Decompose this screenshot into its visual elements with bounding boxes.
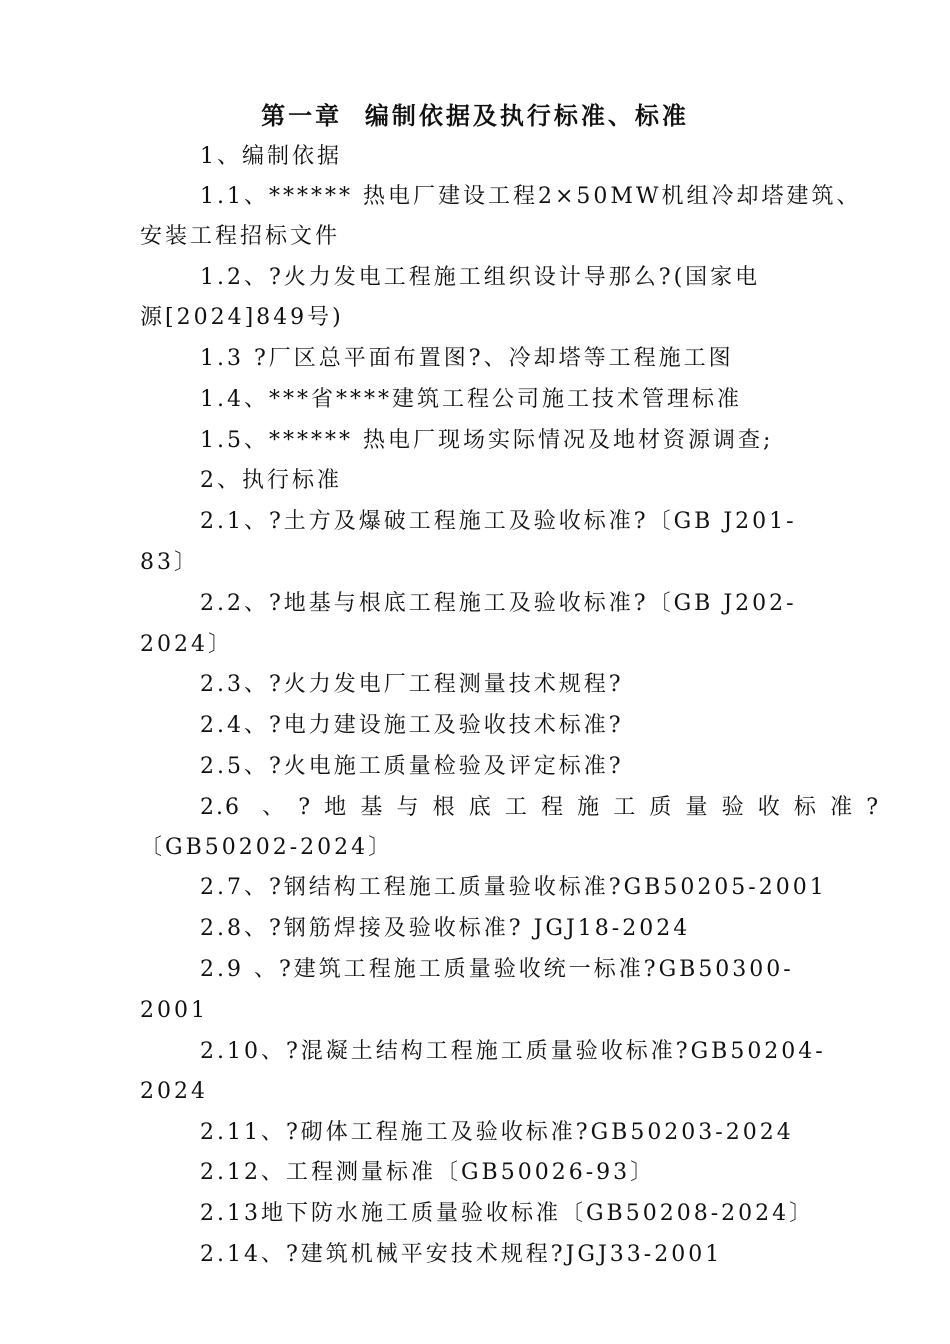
- list-item-continuation: 83〕: [140, 550, 199, 575]
- list-item: 1.3 ?厂区总平面布置图?、冷却塔等工程施工图: [200, 346, 734, 371]
- section-heading: 2、执行标准: [200, 468, 342, 493]
- list-item: 2.6 、?地基与根底工程施工质量验收标准?: [200, 795, 880, 820]
- list-item: 1.4、***省****建筑工程公司施工技术管理标准: [200, 387, 742, 412]
- list-item-continuation: 2001: [140, 998, 208, 1023]
- list-item: 2.9 、?建筑工程施工质量验收统一标准?GB50300-: [200, 957, 794, 982]
- list-item: 1.5、****** 热电厂现场实际情况及地材资源调查;: [200, 428, 774, 453]
- list-item: 2.2、?地基与根底工程施工及验收标准?〔GB J202-: [200, 591, 797, 616]
- section-heading: 1、编制依据: [200, 144, 342, 169]
- list-item-continuation: 安装工程招标文件: [140, 224, 341, 249]
- list-item: 2.1、?土方及爆破工程施工及验收标准?〔GB J201-: [200, 509, 797, 534]
- list-item-continuation: 2024〕: [140, 632, 233, 657]
- list-item: 2.12、工程测量标准〔GB50026-93〕: [200, 1160, 656, 1185]
- list-item-continuation: 源[2024]849号): [140, 305, 344, 330]
- list-item-continuation: 〔GB50202-2024〕: [140, 835, 394, 860]
- list-item-continuation: 2024: [140, 1079, 208, 1104]
- list-item: 2.3、?火力发电厂工程测量技术规程?: [200, 672, 624, 697]
- list-item: 2.14、?建筑机械平安技术规程?JGJ33-2001: [200, 1242, 723, 1267]
- list-item: 2.8、?钢筋焊接及验收标准? JGJ18-2024: [200, 916, 691, 941]
- list-item: 1.2、?火力发电工程施工组织设计导那么?(国家电: [200, 265, 761, 290]
- list-item: 2.11、?砌体工程施工及验收标准?GB50203-2024: [200, 1120, 794, 1145]
- list-item: 2.13地下防水施工质量验收标准〔GB50208-2024〕: [200, 1201, 815, 1226]
- list-item: 2.10、?混凝土结构工程施工质量验收标准?GB50204-: [200, 1039, 826, 1064]
- list-item: 2.5、?火电施工质量检验及评定标准?: [200, 754, 624, 779]
- list-item: 2.4、?电力建设施工及验收技术标准?: [200, 713, 624, 738]
- list-item: 2.7、?钢结构工程施工质量验收标准?GB50205-2001: [200, 875, 827, 900]
- list-item: 1.1、****** 热电厂建设工程2×50MW机组冷却塔建筑、: [200, 184, 862, 209]
- chapter-title: 第一章 编制依据及执行标准、标准: [261, 102, 689, 130]
